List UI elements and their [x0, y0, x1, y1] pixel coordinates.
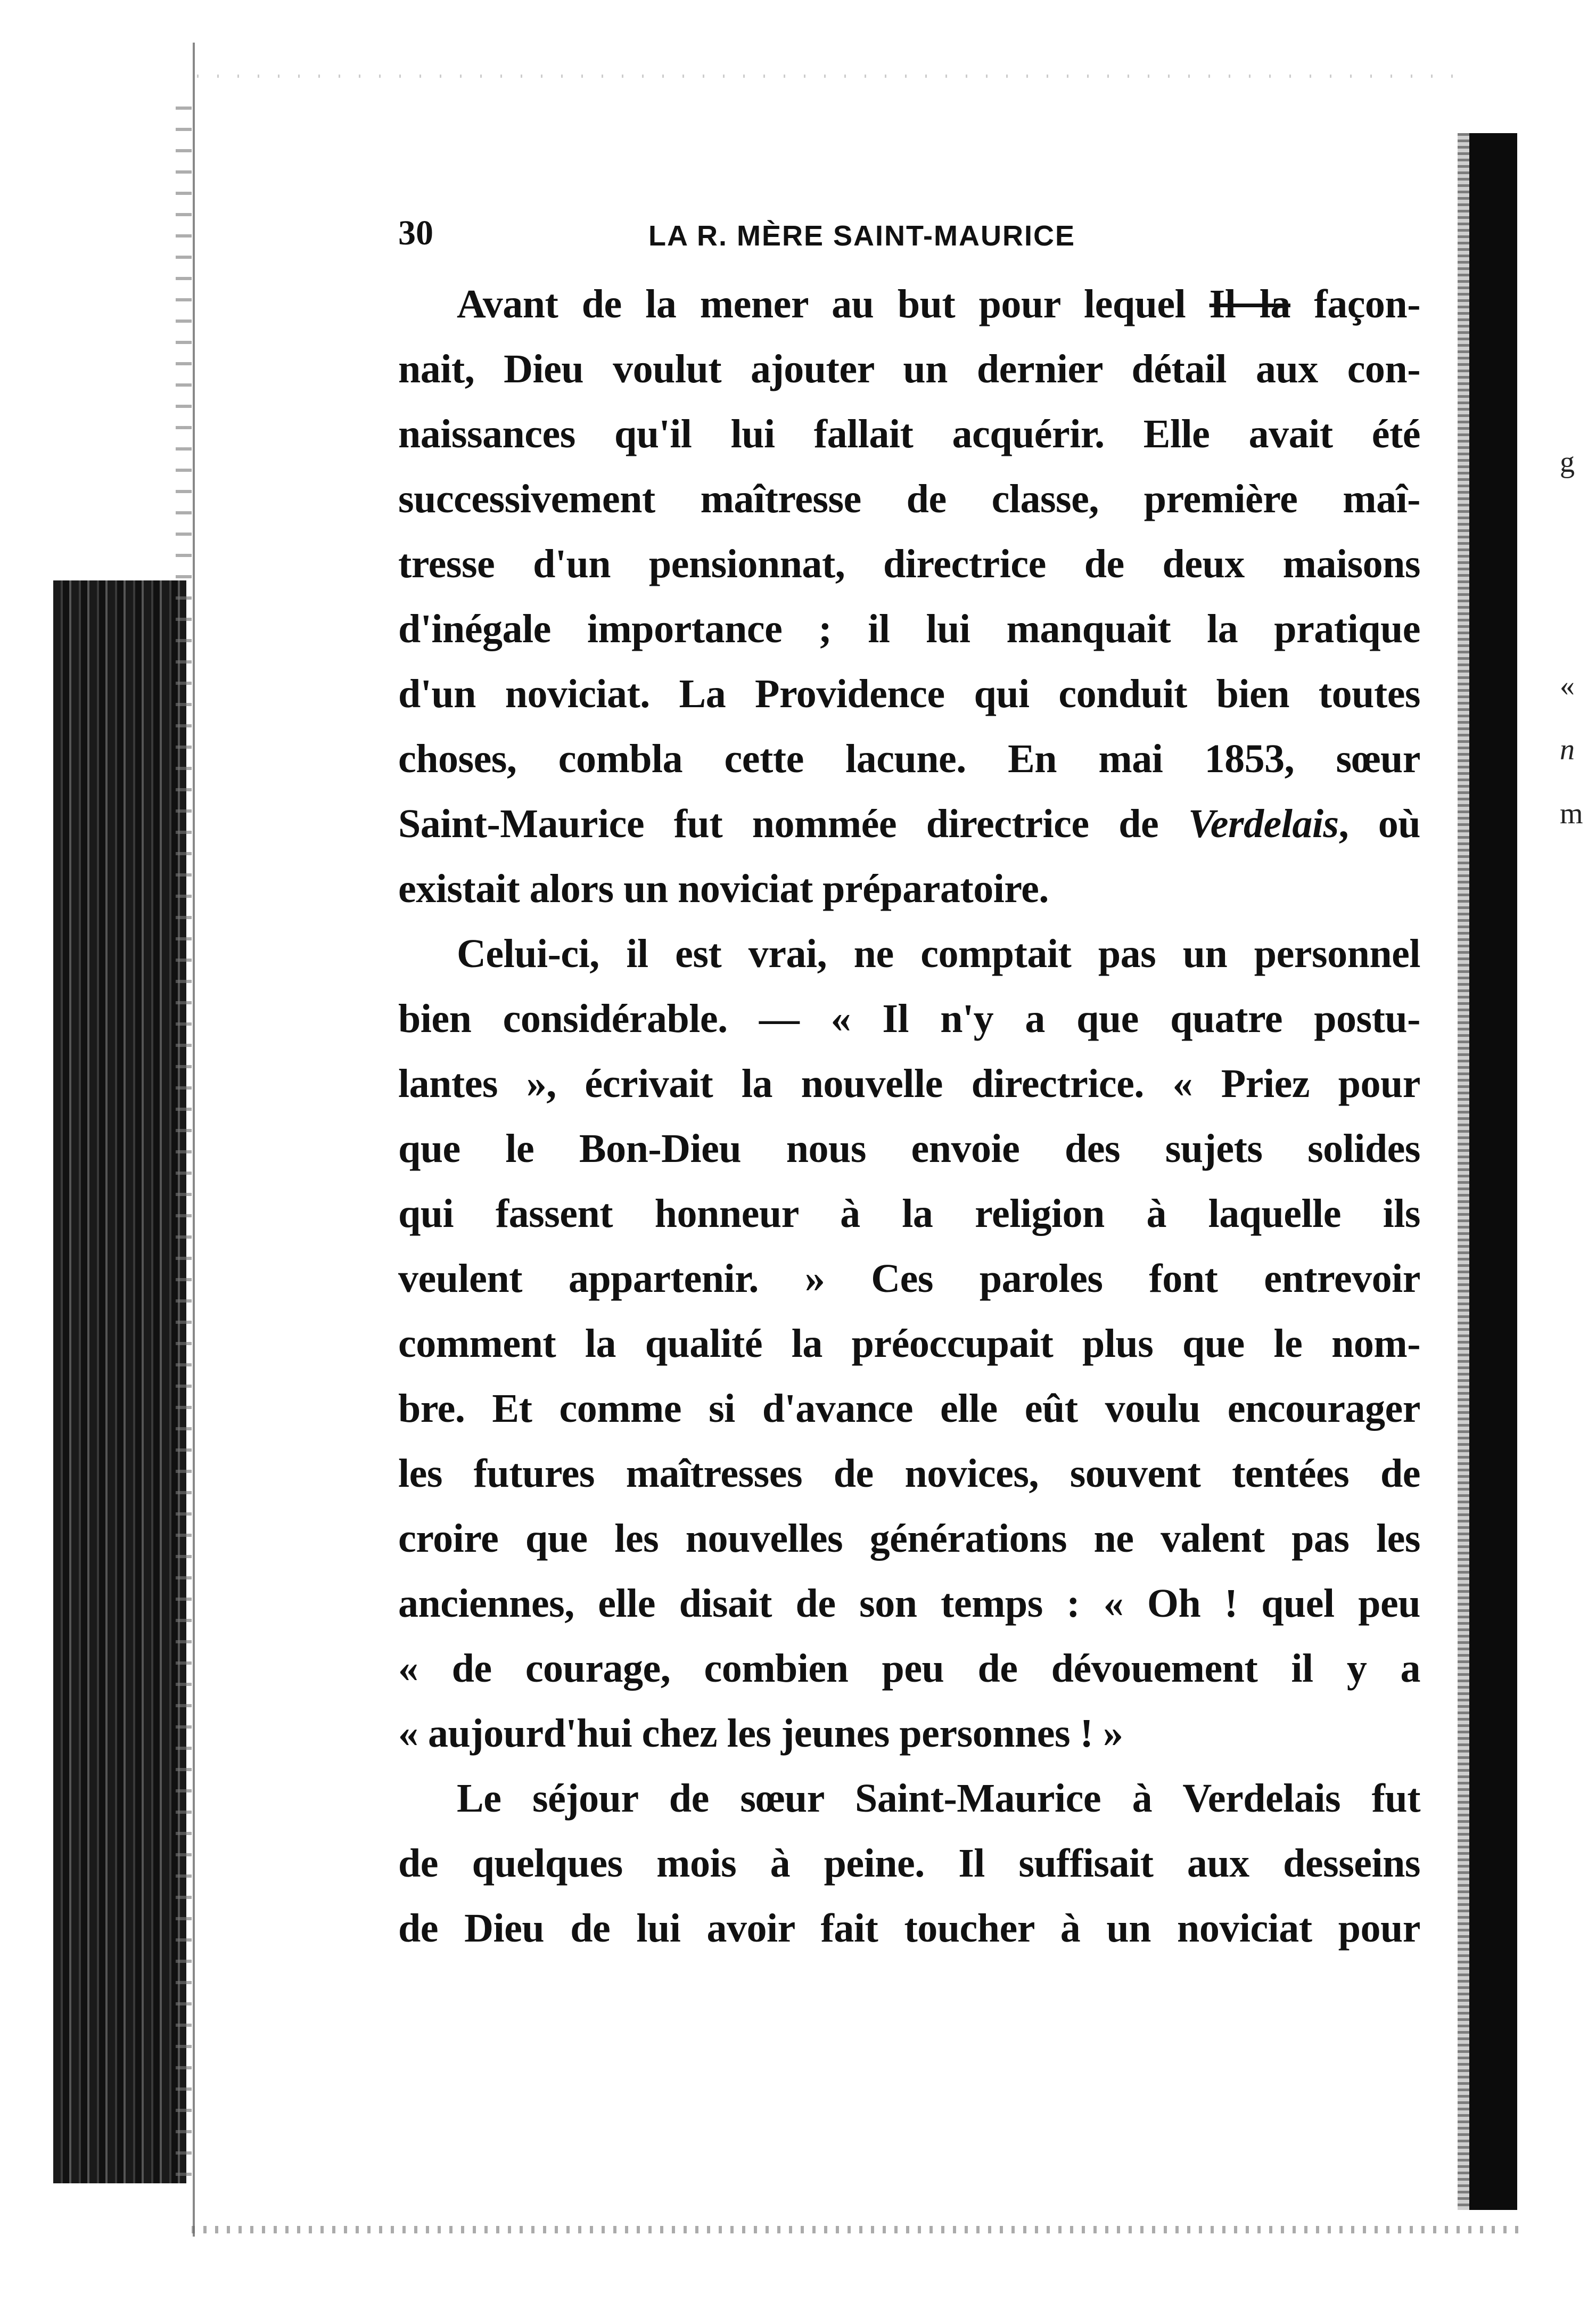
paragraph-1: [398, 272, 1420, 921]
paragraph-2: [398, 921, 1420, 1766]
text-line: Avant de la mener au but pour lequel Il la façon-: [457, 282, 1421, 326]
text-line: successivement maîtresse de classe, première maî-: [398, 477, 1420, 521]
running-title: LA R. MÈRE SAINT-MAURICE: [648, 220, 1075, 252]
place-name: Verdelais: [1188, 801, 1339, 846]
text-line: nait, Dieu voulut ajouter un dernier détail aux con-: [398, 347, 1420, 391]
body-text: [398, 272, 1420, 1961]
scan-edge-shadow-right: [1469, 133, 1517, 2210]
adjacent-page-fragments: [1560, 437, 1596, 863]
text-line: d'inégale importance ; il lui manquait la pratique: [398, 607, 1420, 651]
margin-fragment: m: [1560, 797, 1583, 830]
struck-text: Il la: [1209, 282, 1290, 326]
text-line: lantes », écrivait la nouvelle directrice. « Priez pour: [398, 1061, 1420, 1106]
margin-fragment: n: [1560, 733, 1575, 766]
text-line: d'un noviciat. La Providence qui conduit bien toutes: [398, 672, 1420, 716]
text-line: existait alors un noviciat préparatoire.: [398, 866, 1049, 911]
text-line: Le séjour de sœur Saint-Maurice à Verdelais fut: [457, 1776, 1420, 1821]
book-page: [398, 213, 1420, 1961]
text-line: Celui-ci, il est vrai, ne comptait pas un personnel: [457, 931, 1420, 976]
scan-edge-line-left: [193, 43, 195, 2237]
margin-fragment: «: [1560, 669, 1575, 702]
scan-edge-noise-right: [1458, 133, 1469, 2210]
text-line: tresse d'un pensionnat, directrice de deux maisons: [398, 542, 1420, 586]
text-line: de quelques mois à peine. Il suffisait aux desseins: [398, 1841, 1420, 1886]
text-line: Saint-Maurice fut nommée directrice de Verdelais, où: [398, 801, 1420, 846]
text-line: naissances qu'il lui fallait acquérir. Elle avait été: [398, 412, 1420, 456]
text-line: bien considérable. — « Il n'y a que quatre postu-: [398, 996, 1420, 1041]
paragraph-3: [398, 1766, 1420, 1961]
text-line: choses, combla cette lacune. En mai 1853, sœur: [398, 736, 1420, 781]
text-line: que le Bon-Dieu nous envoie des sujets solides: [398, 1126, 1420, 1171]
running-head: [398, 213, 1420, 272]
scan-edge-shadow-left: [53, 580, 186, 2183]
text-line: veulent appartenir. » Ces paroles font entrevoir: [398, 1256, 1420, 1301]
text-line: bre. Et comme si d'avance elle eût voulu encourager: [398, 1386, 1420, 1431]
scan-noise-bottom: [192, 2226, 1523, 2233]
text-line: les futures maîtresses de novices, souvent tentées de: [398, 1451, 1420, 1496]
text-line: croire que les nouvelles générations ne valent pas les: [398, 1516, 1420, 1561]
page-number: 30: [398, 214, 433, 252]
scan-noise-top: [197, 75, 1464, 78]
margin-fragment: g: [1560, 446, 1575, 479]
text-line: anciennes, elle disait de son temps : « Oh ! quel peu: [398, 1581, 1420, 1626]
text-line: qui fassent honneur à la religion à laquelle ils: [398, 1191, 1420, 1236]
text-line: « de courage, combien peu de dévouement il y a: [398, 1646, 1420, 1691]
text-line: de Dieu de lui avoir fait toucher à un noviciat pour: [398, 1906, 1420, 1951]
scan-edge-noise-left: [176, 107, 192, 2183]
text-line: « aujourd'hui chez les jeunes personnes ! »: [398, 1711, 1123, 1756]
text-line: comment la qualité la préoccupait plus que le nom-: [398, 1321, 1420, 1366]
